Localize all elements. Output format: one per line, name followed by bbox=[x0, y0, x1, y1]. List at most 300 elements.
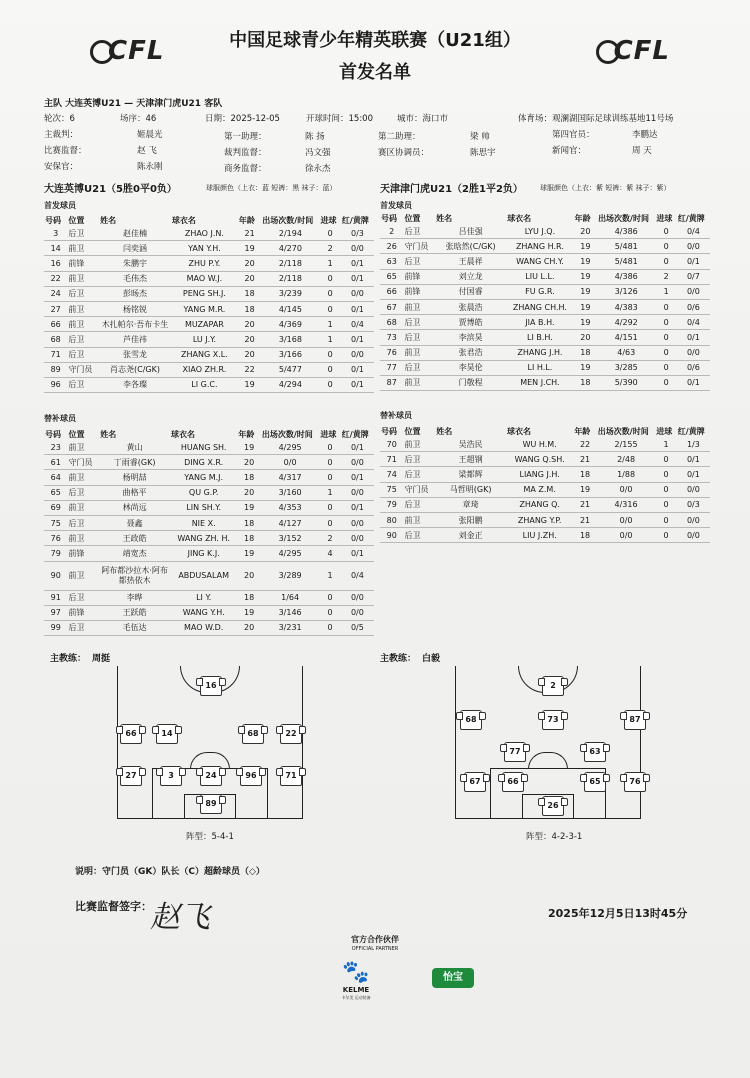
player-cell: 1 bbox=[319, 561, 340, 590]
player-cell: 0/0 bbox=[341, 590, 374, 605]
player-cell: 19 bbox=[574, 299, 597, 314]
player-cell: 0/0 bbox=[341, 347, 374, 362]
player-cell: 0/0 bbox=[341, 531, 374, 546]
player-cell: 张晨浩 bbox=[435, 299, 506, 314]
player-cell: LIU L.L. bbox=[506, 269, 573, 284]
player-cell: 1 bbox=[320, 256, 341, 271]
player-cell: 4/386 bbox=[597, 224, 655, 239]
column-header: 红/黄牌 bbox=[677, 427, 705, 436]
player-cell: 0/1 bbox=[341, 546, 374, 561]
column-header: 年龄 bbox=[238, 216, 255, 225]
venue: 体育场：观澜湖国际足球训练基地11号场 bbox=[518, 114, 674, 124]
player-row bbox=[44, 561, 374, 590]
player-cell: 18 bbox=[237, 531, 260, 546]
player-cell: 5/481 bbox=[597, 254, 655, 269]
player-cell: 18 bbox=[238, 286, 261, 301]
player-cell: 吕佳强 bbox=[435, 224, 506, 239]
player-cell: 后卫 bbox=[403, 467, 435, 482]
player-cell: 79 bbox=[44, 546, 67, 561]
player-cell: HUANG SH. bbox=[170, 440, 237, 455]
player-cell: 22 bbox=[44, 271, 67, 286]
player-cell: 5/481 bbox=[597, 239, 655, 254]
player-row bbox=[44, 317, 374, 332]
column-header: 进球 bbox=[656, 214, 673, 223]
player-cell: 0/1 bbox=[341, 470, 374, 485]
player-cell: 99 bbox=[44, 620, 67, 635]
player-cell: 4/383 bbox=[597, 299, 655, 314]
player-row bbox=[44, 301, 374, 316]
player-cell: 0 bbox=[655, 254, 676, 269]
player-cell: 1 bbox=[655, 284, 676, 299]
fourth-official-label: 第四官员： bbox=[552, 130, 595, 140]
player-cell: 李各璨 bbox=[99, 377, 171, 392]
player-cell: 4/353 bbox=[261, 500, 319, 515]
player-cell: 90 bbox=[380, 528, 403, 543]
ar1-label: 第一助理： bbox=[224, 132, 267, 142]
player-cell: LYU J.Q. bbox=[506, 224, 573, 239]
player-cell: 前锋 bbox=[403, 269, 435, 284]
kelme-sub: 卡尔美 运动装备 bbox=[341, 995, 371, 1000]
player-cell: 0 bbox=[655, 467, 676, 482]
player-cell: 0 bbox=[655, 330, 676, 345]
player-cell: LIANG J.H. bbox=[506, 467, 573, 482]
player-cell: 18 bbox=[237, 470, 260, 485]
player-cell: LIN SH.Y. bbox=[170, 500, 237, 515]
player-cell: 0/7 bbox=[677, 269, 710, 284]
player-cell: 0/0 bbox=[677, 239, 710, 254]
player-cell: ZHANG Q. bbox=[506, 497, 573, 512]
player-cell: ZHANG J.H. bbox=[506, 345, 573, 360]
player-cell: 4/316 bbox=[597, 497, 656, 512]
media-officer-label: 新闻官： bbox=[552, 146, 587, 156]
player-cell: 71 bbox=[44, 347, 67, 362]
player-cell: 朱鹏宇 bbox=[99, 256, 171, 271]
player-row bbox=[380, 269, 710, 284]
player-row bbox=[380, 512, 710, 527]
player-cell: 21 bbox=[573, 452, 596, 467]
player-cell: 赵佳楠 bbox=[99, 226, 171, 241]
player-cell: 章琦 bbox=[435, 497, 506, 512]
player-cell: 木扎帕尔·吾布卡生 bbox=[99, 317, 171, 332]
player-row bbox=[44, 546, 374, 561]
player-cell: ZHAO J.N. bbox=[171, 226, 238, 241]
player-cell: 20 bbox=[238, 256, 261, 271]
player-cell: 马哲明(GK) bbox=[435, 482, 506, 497]
column-header: 位置 bbox=[404, 214, 421, 223]
player-cell: 后卫 bbox=[67, 377, 99, 392]
column-header: 位置 bbox=[68, 430, 85, 439]
player-row bbox=[380, 345, 710, 360]
column-header: 位置 bbox=[404, 427, 421, 436]
player-cell: 71 bbox=[380, 452, 403, 467]
player-cell: WU H.M. bbox=[506, 437, 573, 452]
player-cell: 0/5 bbox=[341, 620, 374, 635]
column-header: 姓名 bbox=[100, 430, 117, 439]
home-coach-label: 主教练： bbox=[50, 654, 87, 664]
player-cell: 76 bbox=[380, 345, 403, 360]
column-header: 球衣名 bbox=[507, 427, 531, 436]
player-row bbox=[44, 455, 374, 470]
player-cell: 杨铭锐 bbox=[99, 301, 171, 316]
player-cell: QU G.P. bbox=[170, 485, 237, 500]
player-row bbox=[44, 500, 374, 515]
player-cell: NIE X. bbox=[170, 515, 237, 530]
logo-text: CFL bbox=[108, 36, 165, 66]
player-cell: WANG Q.SH. bbox=[506, 452, 573, 467]
player-cell: WANG CH.Y. bbox=[506, 254, 573, 269]
player-cell: JING K.J. bbox=[170, 546, 237, 561]
player-cell: 门敬程 bbox=[435, 375, 506, 390]
player-cell: LI H.L. bbox=[506, 360, 573, 375]
player-row bbox=[44, 515, 374, 530]
player-cell: 闫奕涵 bbox=[99, 241, 171, 256]
away-player-jersey: 68 bbox=[460, 710, 482, 730]
home-player-jersey: 71 bbox=[280, 766, 302, 786]
player-cell: 4/145 bbox=[261, 301, 319, 316]
away-player-jersey: 65 bbox=[584, 772, 606, 792]
player-cell: 守门员 bbox=[403, 239, 435, 254]
player-cell: 3/285 bbox=[597, 360, 655, 375]
player-cell: 聂鑫 bbox=[99, 515, 170, 530]
column-header: 出场次数/时间 bbox=[261, 430, 313, 439]
column-header: 姓名 bbox=[436, 214, 453, 223]
player-cell: 20 bbox=[237, 620, 260, 635]
player-cell: 靖宽杰 bbox=[99, 546, 170, 561]
player-cell: LIU J.ZH. bbox=[506, 528, 573, 543]
round: 轮次：6 bbox=[44, 114, 75, 124]
player-row bbox=[44, 440, 374, 455]
player-cell: 毛伍达 bbox=[99, 620, 170, 635]
player-cell: 67 bbox=[380, 299, 403, 314]
player-cell: 21 bbox=[573, 512, 596, 527]
away-player-jersey: 87 bbox=[624, 710, 646, 730]
kelme-logo-text: KELME bbox=[342, 986, 370, 994]
player-cell: 22 bbox=[573, 437, 596, 452]
player-cell: 王晨祥 bbox=[435, 254, 506, 269]
player-cell: 0/3 bbox=[341, 226, 374, 241]
column-header: 出场次数/时间 bbox=[262, 216, 314, 225]
table-header-row bbox=[44, 429, 374, 440]
player-cell: 后卫 bbox=[403, 315, 435, 330]
player-cell: 0/1 bbox=[677, 254, 710, 269]
player-cell: 阿布都沙拉木·阿布都热依木 bbox=[99, 561, 170, 590]
player-cell: 张雪龙 bbox=[99, 347, 171, 362]
player-cell: 5/390 bbox=[597, 375, 655, 390]
kickoff-time: 开球时间：15:00 bbox=[306, 114, 373, 124]
player-cell: 0 bbox=[319, 500, 340, 515]
player-cell: 0/1 bbox=[341, 362, 374, 377]
player-cell: 0/0 bbox=[677, 482, 710, 497]
player-cell: 前锋 bbox=[67, 546, 99, 561]
player-cell: 0/0 bbox=[597, 482, 656, 497]
player-cell: 65 bbox=[44, 485, 67, 500]
player-cell: JIA B.H. bbox=[506, 315, 573, 330]
away-kit: 球服颜色（上衣：紫 短裤：紫 袜子：紫） bbox=[540, 184, 671, 192]
player-cell: 前卫 bbox=[403, 375, 435, 390]
player-cell: 李晔 bbox=[99, 590, 170, 605]
player-cell: 前卫 bbox=[67, 271, 99, 286]
player-cell: MUZAPAR bbox=[171, 317, 238, 332]
player-cell: 4/369 bbox=[261, 317, 319, 332]
column-header: 红/黄牌 bbox=[341, 216, 369, 225]
player-cell: 22 bbox=[238, 362, 261, 377]
player-cell: 2/194 bbox=[261, 226, 319, 241]
player-cell: 66 bbox=[44, 317, 67, 332]
away-player-jersey: 67 bbox=[464, 772, 486, 792]
player-cell: 守门员 bbox=[403, 482, 435, 497]
away-coach-label: 主教练： bbox=[380, 654, 417, 664]
player-cell: 后卫 bbox=[67, 332, 99, 347]
column-header: 红/黄牌 bbox=[341, 430, 369, 439]
home-player-jersey: 68 bbox=[242, 724, 264, 744]
home-starters-table bbox=[44, 215, 374, 393]
player-cell: 18 bbox=[238, 301, 261, 316]
player-cell: 2 bbox=[655, 269, 676, 284]
ref-supervisor-label: 裁判监督： bbox=[224, 148, 267, 158]
player-cell: 张晗然(C/GK) bbox=[435, 239, 506, 254]
player-cell: 0/0 bbox=[677, 528, 710, 543]
player-cell: 0 bbox=[655, 345, 676, 360]
sponsor-label: 官方合作伙伴 bbox=[351, 935, 399, 944]
player-cell: 前卫 bbox=[67, 561, 99, 590]
player-cell: 2/48 bbox=[597, 452, 656, 467]
player-row bbox=[380, 482, 710, 497]
away-team-name: 天津津门虎U21（2胜1平2负） bbox=[380, 184, 523, 195]
player-cell: 3 bbox=[44, 226, 67, 241]
ar2: 梁 帅 bbox=[470, 132, 490, 142]
away-player-jersey: 66 bbox=[502, 772, 524, 792]
player-cell: 前卫 bbox=[67, 317, 99, 332]
player-row bbox=[44, 605, 374, 620]
kelme-paw-icon: 🐾 bbox=[342, 960, 370, 985]
player-cell: 26 bbox=[380, 239, 403, 254]
signature-label: 比赛监督签字： bbox=[75, 900, 152, 913]
player-cell: 4/295 bbox=[261, 440, 319, 455]
player-cell: 20 bbox=[574, 224, 597, 239]
player-cell: 前卫 bbox=[403, 299, 435, 314]
player-cell: 王政皓 bbox=[99, 531, 170, 546]
player-cell: 后卫 bbox=[67, 347, 99, 362]
player-cell: 20 bbox=[238, 347, 261, 362]
player-cell: 1 bbox=[655, 437, 676, 452]
player-cell: 3/239 bbox=[261, 286, 319, 301]
player-cell: 0 bbox=[319, 515, 340, 530]
player-cell: 19 bbox=[237, 546, 260, 561]
player-cell: LI Y. bbox=[170, 590, 237, 605]
player-cell: 0/0 bbox=[341, 485, 374, 500]
player-cell: 0/4 bbox=[677, 224, 710, 239]
away-player-jersey: 63 bbox=[584, 742, 606, 762]
player-cell: 4/127 bbox=[261, 515, 319, 530]
column-header: 姓名 bbox=[436, 427, 453, 436]
player-cell: XIAO ZH.R. bbox=[171, 362, 238, 377]
player-cell: 后卫 bbox=[403, 497, 435, 512]
player-cell: 76 bbox=[44, 531, 67, 546]
player-row bbox=[380, 315, 710, 330]
player-cell: 4/295 bbox=[261, 546, 319, 561]
column-header: 出场次数/时间 bbox=[598, 214, 649, 223]
player-cell: 0/0 bbox=[261, 455, 319, 470]
player-cell: 后卫 bbox=[67, 485, 99, 500]
player-cell: 付国睿 bbox=[435, 284, 506, 299]
player-cell: 曲格平 bbox=[99, 485, 170, 500]
home-starters-label: 首发球员 bbox=[44, 201, 76, 210]
player-cell: 0/1 bbox=[341, 500, 374, 515]
player-cell: 20 bbox=[238, 332, 261, 347]
player-cell: 20 bbox=[574, 330, 597, 345]
player-cell: 18 bbox=[573, 528, 596, 543]
player-cell: 19 bbox=[238, 377, 261, 392]
player-cell: 张君浩 bbox=[435, 345, 506, 360]
player-cell: ZHANG CH.H. bbox=[506, 299, 573, 314]
ar2-label: 第二助理： bbox=[378, 132, 421, 142]
player-cell: 19 bbox=[574, 360, 597, 375]
player-cell: 0 bbox=[320, 377, 341, 392]
league-title: 中国足球青少年精英联赛（U21组） bbox=[229, 30, 521, 51]
player-cell: 后卫 bbox=[403, 528, 435, 543]
player-cell: 4 bbox=[319, 546, 340, 561]
player-cell: 黄山 bbox=[99, 440, 170, 455]
player-cell: 0 bbox=[319, 470, 340, 485]
supervisor: 赵 飞 bbox=[137, 146, 157, 156]
player-cell: 后卫 bbox=[67, 226, 99, 241]
player-cell: 0 bbox=[655, 375, 676, 390]
away-player-jersey: 73 bbox=[542, 710, 564, 730]
referee-label: 主裁判： bbox=[44, 130, 79, 140]
player-cell: 0/0 bbox=[341, 515, 374, 530]
player-cell: 75 bbox=[44, 515, 67, 530]
away-player-jersey: 76 bbox=[624, 772, 646, 792]
player-cell: 68 bbox=[380, 315, 403, 330]
home-subs-table bbox=[44, 429, 374, 636]
player-cell: 前卫 bbox=[403, 512, 435, 527]
column-header: 号码 bbox=[45, 430, 61, 439]
player-cell: 前卫 bbox=[67, 241, 99, 256]
player-cell: 后卫 bbox=[67, 515, 99, 530]
player-cell: 3/231 bbox=[261, 620, 319, 635]
player-cell: 0/1 bbox=[677, 452, 710, 467]
column-header: 球衣名 bbox=[170, 430, 195, 439]
player-row bbox=[44, 286, 374, 301]
player-cell: 19 bbox=[237, 440, 260, 455]
player-cell: 前卫 bbox=[67, 531, 99, 546]
player-cell: 74 bbox=[380, 467, 403, 482]
player-cell: 79 bbox=[380, 497, 403, 512]
player-cell: 4/292 bbox=[597, 315, 655, 330]
player-cell: 18 bbox=[574, 375, 597, 390]
player-cell: 18 bbox=[574, 345, 597, 360]
player-row bbox=[44, 347, 374, 362]
player-cell: 1/88 bbox=[597, 467, 656, 482]
player-cell: 0 bbox=[320, 362, 341, 377]
player-cell: 1 bbox=[320, 332, 341, 347]
player-row bbox=[44, 362, 374, 377]
column-header: 年龄 bbox=[574, 427, 591, 436]
player-cell: 0 bbox=[655, 224, 676, 239]
player-cell: 0 bbox=[655, 528, 676, 543]
player-row bbox=[44, 332, 374, 347]
player-cell: 0/0 bbox=[597, 512, 656, 527]
player-cell: 0 bbox=[655, 497, 676, 512]
player-row bbox=[380, 452, 710, 467]
player-cell: 2/155 bbox=[597, 437, 656, 452]
commercial-supervisor: 徐永杰 bbox=[305, 164, 331, 174]
player-cell: YANG M.R. bbox=[171, 301, 238, 316]
player-cell: 0 bbox=[320, 301, 341, 316]
player-cell: 彭旸杰 bbox=[99, 286, 171, 301]
player-cell: 20 bbox=[237, 561, 260, 590]
column-header: 年龄 bbox=[238, 430, 255, 439]
player-cell: 后卫 bbox=[67, 620, 99, 635]
player-cell: 0/1 bbox=[677, 467, 710, 482]
player-cell: 0 bbox=[319, 440, 340, 455]
away-formation: 阵型：4-2-3-1 bbox=[526, 832, 583, 842]
column-header: 球衣名 bbox=[507, 214, 532, 223]
media-officer: 周 天 bbox=[632, 146, 652, 156]
player-cell: 芦佳祎 bbox=[99, 332, 171, 347]
player-row bbox=[44, 620, 374, 635]
home-player-jersey: 66 bbox=[120, 724, 142, 744]
away-starters-label: 首发球员 bbox=[380, 201, 412, 210]
player-cell: 70 bbox=[380, 437, 403, 452]
away-subs-table bbox=[380, 426, 710, 543]
player-cell: ZHU P.Y. bbox=[171, 256, 238, 271]
player-cell: 21 bbox=[573, 497, 596, 512]
player-cell: 0/1 bbox=[677, 375, 710, 390]
coordinator: 陈思宇 bbox=[470, 148, 496, 158]
player-cell: 64 bbox=[44, 470, 67, 485]
player-cell: 24 bbox=[44, 286, 67, 301]
player-cell: 3/160 bbox=[261, 485, 319, 500]
player-cell: LI B.H. bbox=[506, 330, 573, 345]
player-cell: 前卫 bbox=[403, 437, 435, 452]
player-cell: 16 bbox=[44, 256, 67, 271]
player-cell: 前锋 bbox=[403, 284, 435, 299]
player-row bbox=[380, 330, 710, 345]
player-cell: ABDUSALAM bbox=[170, 561, 237, 590]
player-cell: 1 bbox=[319, 485, 340, 500]
coordinator-label: 赛区协调员： bbox=[378, 148, 430, 158]
player-cell: 0 bbox=[655, 299, 676, 314]
player-cell: LI G.C. bbox=[171, 377, 238, 392]
column-header: 进球 bbox=[320, 430, 337, 439]
player-cell: 1 bbox=[320, 317, 341, 332]
home-player-jersey: 3 bbox=[160, 766, 182, 786]
column-header: 号码 bbox=[381, 427, 397, 436]
player-cell: 0/6 bbox=[677, 360, 710, 375]
player-cell: 李滨昊 bbox=[435, 330, 506, 345]
home-formation: 阵型：5-4-1 bbox=[186, 832, 234, 842]
player-cell: 0/1 bbox=[341, 301, 374, 316]
player-cell: 3/146 bbox=[261, 605, 319, 620]
sponsor-sub: OFFICIAL PARTNER bbox=[351, 946, 399, 952]
player-cell: 梁都辉 bbox=[435, 467, 506, 482]
player-cell: 0/0 bbox=[677, 284, 710, 299]
player-cell: 前卫 bbox=[403, 345, 435, 360]
player-cell: 王跃皓 bbox=[99, 605, 170, 620]
player-cell: 0 bbox=[655, 512, 676, 527]
player-cell: 后卫 bbox=[403, 254, 435, 269]
player-row bbox=[380, 254, 710, 269]
player-cell: 4/317 bbox=[261, 470, 319, 485]
player-cell: 后卫 bbox=[403, 224, 435, 239]
player-cell: 0/3 bbox=[677, 497, 710, 512]
player-cell: 刘金正 bbox=[435, 528, 506, 543]
player-row bbox=[380, 239, 710, 254]
column-header: 红/黄牌 bbox=[677, 214, 705, 223]
away-player-jersey: 2 bbox=[542, 676, 564, 696]
player-cell: 贾博皓 bbox=[435, 315, 506, 330]
